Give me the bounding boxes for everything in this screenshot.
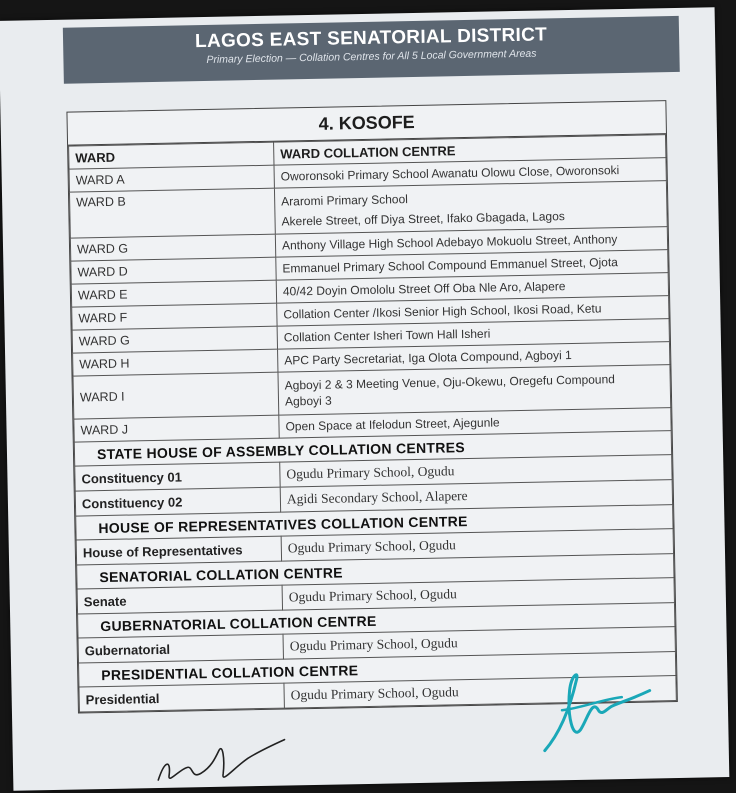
ward-name: WARD A: [69, 165, 274, 192]
senate-label: Senate: [77, 585, 282, 614]
ward-centre: Anthony Village High School Adebayo Mokuolu Street, Anthony: [275, 227, 667, 258]
ward-table: [68, 134, 677, 712]
ward-name: WARD G: [72, 326, 277, 353]
section-title: STATE HOUSE OF ASSEMBLY COLLATION CENTRES: [74, 431, 671, 466]
ward-centre: APC Party Secretariat, Iga Olota Compound, Agboyi 1: [278, 342, 670, 373]
ward-name: WARD B: [69, 188, 275, 238]
document-page: [0, 7, 729, 791]
section-title: SENATORIAL COLLATION CENTRE: [77, 554, 674, 589]
ward-centre-line2: Akerele Street, off Diya Street, Ifako Gbagada, Lagos: [281, 208, 565, 229]
ward-centre: Oworonsoki Primary School Awanatu Olowu Close, Oworonsoki: [274, 158, 666, 189]
ward-centre-line2: Agboyi 3: [284, 393, 332, 409]
constituency-centre: Ogudu Primary School, Ogudu: [280, 455, 672, 488]
reps-centre: Ogudu Primary School, Ogudu: [281, 529, 673, 562]
centre-column-header: WARD COLLATION CENTRE: [274, 135, 666, 166]
document-subtitle: Primary Election — Collation Centres for All 5 Local Government Areas: [206, 47, 537, 66]
ward-centre: Agboyi 2 & 3 Meeting Venue, Oju-Okewu, Oregefu Compound: [284, 372, 616, 393]
ward-centre: Collation Center Isheri Town Hall Isheri: [277, 319, 669, 350]
presidential-label: Presidential: [79, 683, 284, 712]
ward-name: WARD F: [72, 303, 277, 330]
presidential-centre: Ogudu Primary School, Ogudu: [284, 676, 676, 709]
ward-column-header: WARD: [69, 142, 274, 169]
ward-name: WARD I: [73, 372, 279, 419]
document-title: LAGOS EAST SENATORIAL DISTRICT: [194, 24, 548, 53]
constituency-label: Constituency 02: [75, 487, 280, 516]
collation-table: [66, 100, 677, 713]
senate-centre: Ogudu Primary School, Ogudu: [282, 578, 674, 611]
ward-centre: Emmanuel Primary School Compound Emmanuel Street, Ojota: [276, 250, 668, 281]
gubernatorial-centre: Ogudu Primary School, Ogudu: [283, 627, 675, 660]
ward-centre-cell: [278, 365, 671, 416]
constituency-label: Constituency 01: [75, 462, 280, 491]
constituency-centre: Agidi Secondary School, Alapere: [280, 480, 672, 513]
black-signature: [152, 727, 293, 790]
lga-title: 4. KOSOFE: [67, 101, 666, 145]
ward-centre: Open Space at Ifelodun Street, Ajegunle: [279, 408, 671, 439]
reps-label: House of Representatives: [76, 536, 281, 565]
ward-centre: 40/42 Doyin Omololu Street Off Oba Nle Aro, Alapere: [276, 273, 668, 304]
header-banner: [63, 16, 680, 84]
ward-centre: Araromi Primary School: [281, 191, 408, 209]
ward-name: WARD E: [71, 280, 276, 307]
ward-name: WARD J: [74, 415, 279, 442]
ward-centre-cell: [274, 181, 667, 235]
ward-name: WARD G: [70, 234, 275, 261]
ward-name: WARD H: [73, 349, 278, 376]
ward-centre: Collation Center /Ikosi Senior High School, Ikosi Road, Ketu: [277, 296, 669, 327]
section-title: GUBERNATORIAL COLLATION CENTRE: [78, 603, 675, 638]
section-title: PRESIDENTIAL COLLATION CENTRE: [79, 652, 676, 687]
gubernatorial-label: Gubernatorial: [78, 634, 283, 663]
ward-name: WARD D: [71, 257, 276, 284]
section-title: HOUSE OF REPRESENTATIVES COLLATION CENTRE: [76, 505, 673, 540]
